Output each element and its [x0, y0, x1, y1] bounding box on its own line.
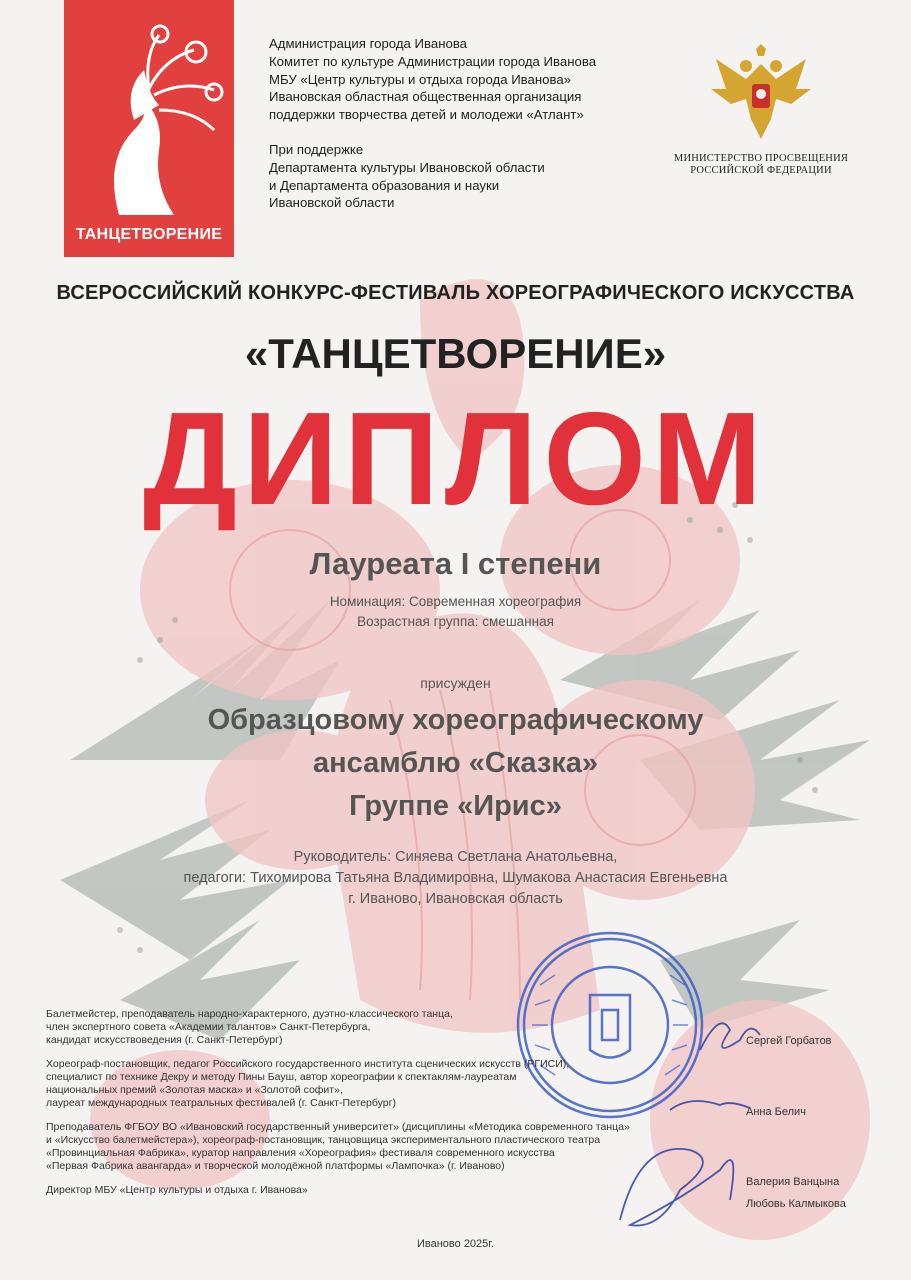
- jury-line: член экспертного совета «Академии талантов» Санкт-Петербурга,: [46, 1021, 371, 1033]
- dancer-flower-icon: [64, 0, 234, 220]
- jury-line: Балетмейстер, преподаватель народно-характерного, дуэтно-классического танца,: [46, 1008, 453, 1020]
- recipient-line: ансамблю «Сказка»: [312, 747, 598, 779]
- ministry-block: [666, 44, 856, 177]
- nomination-block: [0, 592, 911, 632]
- support-line: При поддержке: [269, 141, 364, 157]
- leader-line: г. Иваново, Ивановская область: [348, 891, 563, 907]
- organizer-line: Администрация города Иванова: [269, 36, 468, 51]
- support-line: Департамента культуры Ивановской области: [269, 159, 545, 175]
- age-group: Возрастная группа: смешанная: [357, 614, 554, 629]
- festival-title: «ТАНЦЕТВОРЕНИЕ»: [244, 330, 667, 377]
- leaders-block: [0, 847, 911, 910]
- jury-member: [46, 1184, 696, 1197]
- nomination: Номинация: Современная хореография: [329, 594, 582, 609]
- support-line: Ивановской области: [269, 195, 395, 211]
- organizers-block: [269, 35, 596, 212]
- jury-line: национальных премий «Золотая маска» и «Золотой софит»,: [46, 1084, 343, 1096]
- logo-text: ТАНЦЕТВОРЕНИЕ: [75, 226, 223, 243]
- signature-name: Любовь Калмыкова: [746, 1198, 846, 1210]
- jury-line: и «Искусство балетмейстера»), хореограф-постановщик, танцовщица экспериментального пластического театра: [46, 1134, 601, 1146]
- jury-line: кандидат искусствоведения (г. Санкт-Петербург): [46, 1034, 283, 1046]
- jury-member: [46, 1008, 696, 1047]
- signature-name: Сергей Горбатов: [746, 1035, 832, 1047]
- leader-line: педагоги: Тихомирова Татьяна Владимировна, Шумакова Анастасия Евгеньевна: [183, 870, 728, 886]
- organizer-line: МБУ «Центр культуры и отдыха города Иванова»: [269, 71, 572, 87]
- signature-name: Валерия Ванцына: [746, 1176, 840, 1188]
- leader-line: Руководитель: Синяева Светлана Анатольевна,: [293, 849, 618, 865]
- ministry-line: РОССИЙСКОЙ ФЕДЕРАЦИИ: [690, 165, 832, 176]
- organizer-line: поддержки творчества детей и молодежи «Атлант»: [269, 107, 584, 123]
- jury-line: Директор МБУ «Центр культуры и отдыха г. Иванова»: [46, 1184, 308, 1196]
- ministry-line: МИНИСТЕРСТВО ПРОСВЕЩЕНИЯ: [673, 153, 849, 164]
- recipient-block: [0, 699, 911, 828]
- jury-line: «Провинциальная Фабрика», куратор направления «Хореография» фестиваля современного искусства: [46, 1147, 555, 1159]
- double-headed-eagle-icon: [706, 44, 816, 144]
- jury-line: специалист по технике Декру и методу Пины Бауш, автор хореографии к спектаклям-лауреатам: [46, 1071, 517, 1083]
- degree-title: Лауреата I степени: [309, 546, 602, 581]
- jury-member: [46, 1058, 696, 1110]
- organizer-line: Комитет по культуре Администрации города Иванова: [269, 53, 597, 69]
- jury-line: Хореограф-постановщик, педагог Российского государственного института сценических искусств (РГИСИ),: [46, 1058, 570, 1070]
- jury-line: Преподаватель ФГБОУ ВО «Ивановский государственный университет» (дисциплины «Методика современного танца»: [46, 1121, 630, 1133]
- jury-block: [46, 1008, 696, 1208]
- awarded-label: присужден: [420, 675, 491, 691]
- recipient-line: Образцовому хореографическому: [207, 704, 704, 736]
- jury-line: «Первая Фабрика авангарда» и творческой молодёжной платформы «Лампочка» (г. Иваново): [46, 1160, 505, 1172]
- footer-place-date: Иваново 2025г.: [416, 1238, 495, 1250]
- recipient-line: Группе «Ирис»: [349, 790, 562, 822]
- diploma-heading: ДИПЛОМ: [142, 385, 769, 532]
- organizer-line: Ивановская областная общественная организация: [269, 89, 582, 105]
- signature-name: Анна Белич: [746, 1106, 806, 1118]
- jury-member: [46, 1121, 696, 1173]
- jury-line: лауреат международных театральных фестивалей (г. Санкт-Петербург): [46, 1097, 396, 1109]
- festival-logo: [64, 0, 234, 257]
- support-line: и Департамента образования и науки: [269, 177, 500, 193]
- competition-title: ВСЕРОССИЙСКИЙ КОНКУРС-ФЕСТИВАЛЬ ХОРЕОГРАФИЧЕСКОГО ИСКУССТВА: [56, 282, 855, 304]
